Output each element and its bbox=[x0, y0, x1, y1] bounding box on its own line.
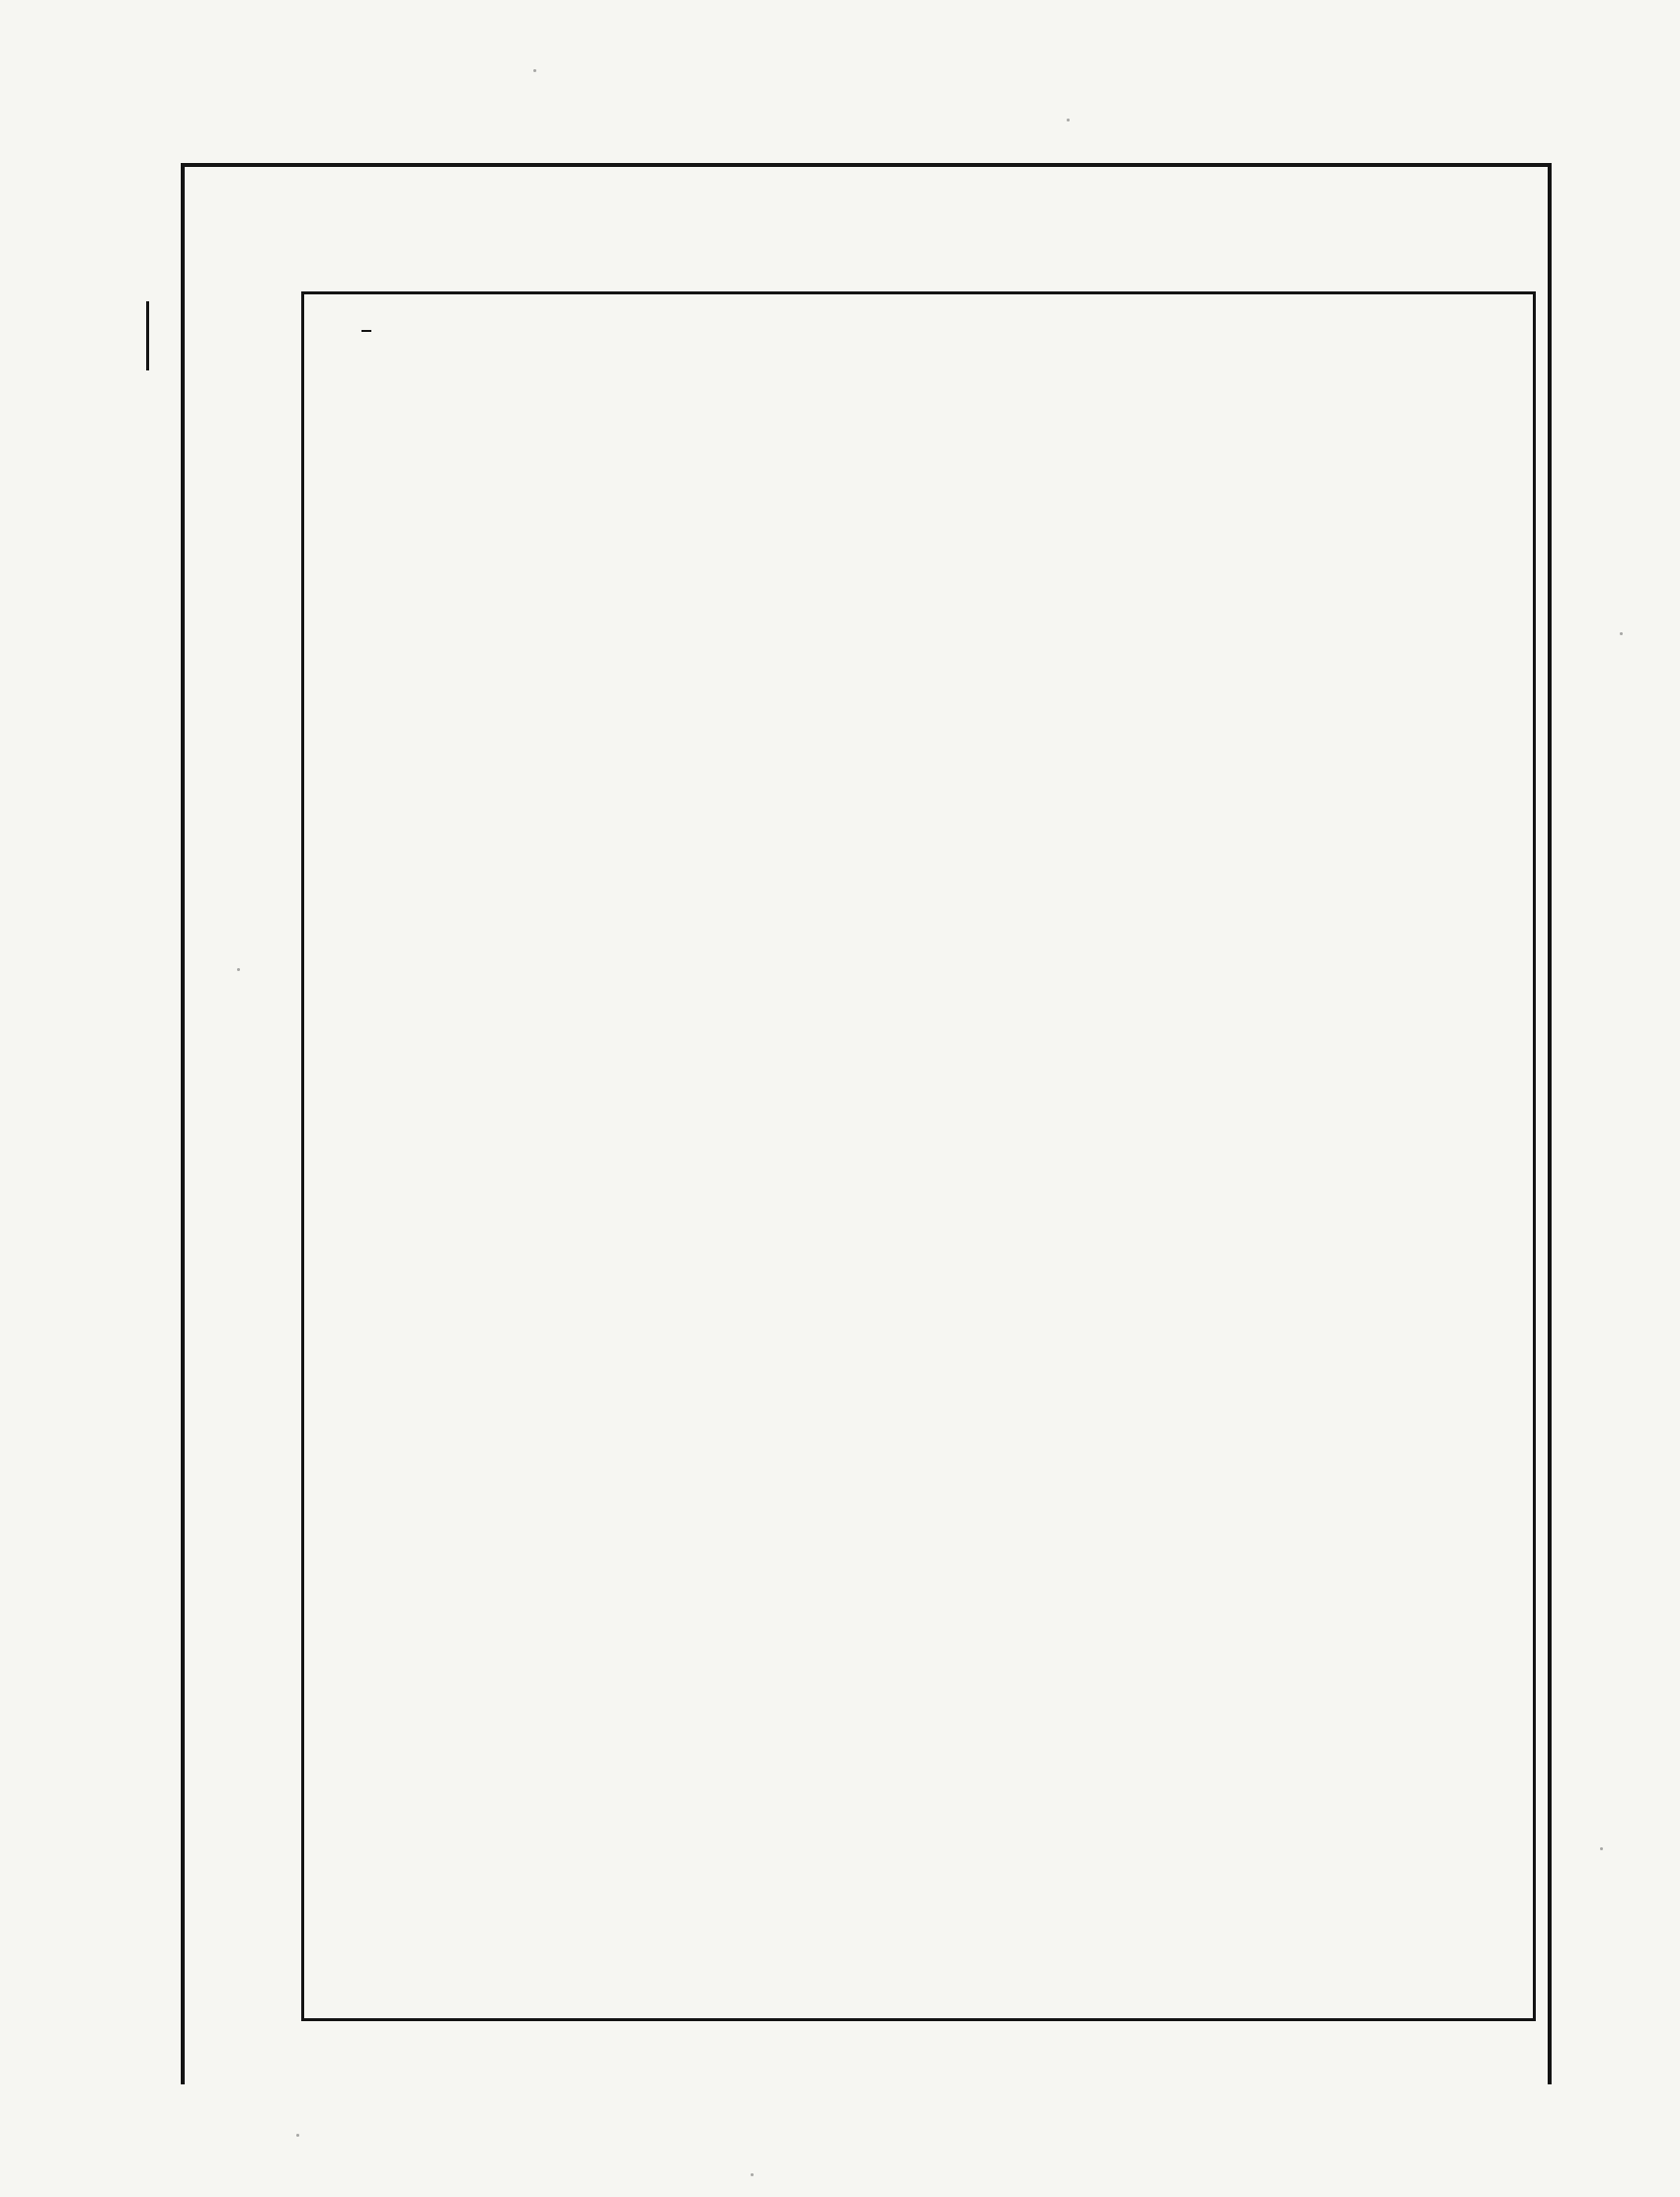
inner-form-border bbox=[301, 291, 1536, 2021]
failure-sketches-label bbox=[361, 326, 371, 332]
job-number bbox=[117, 158, 146, 524]
job-number-value bbox=[117, 301, 149, 370]
